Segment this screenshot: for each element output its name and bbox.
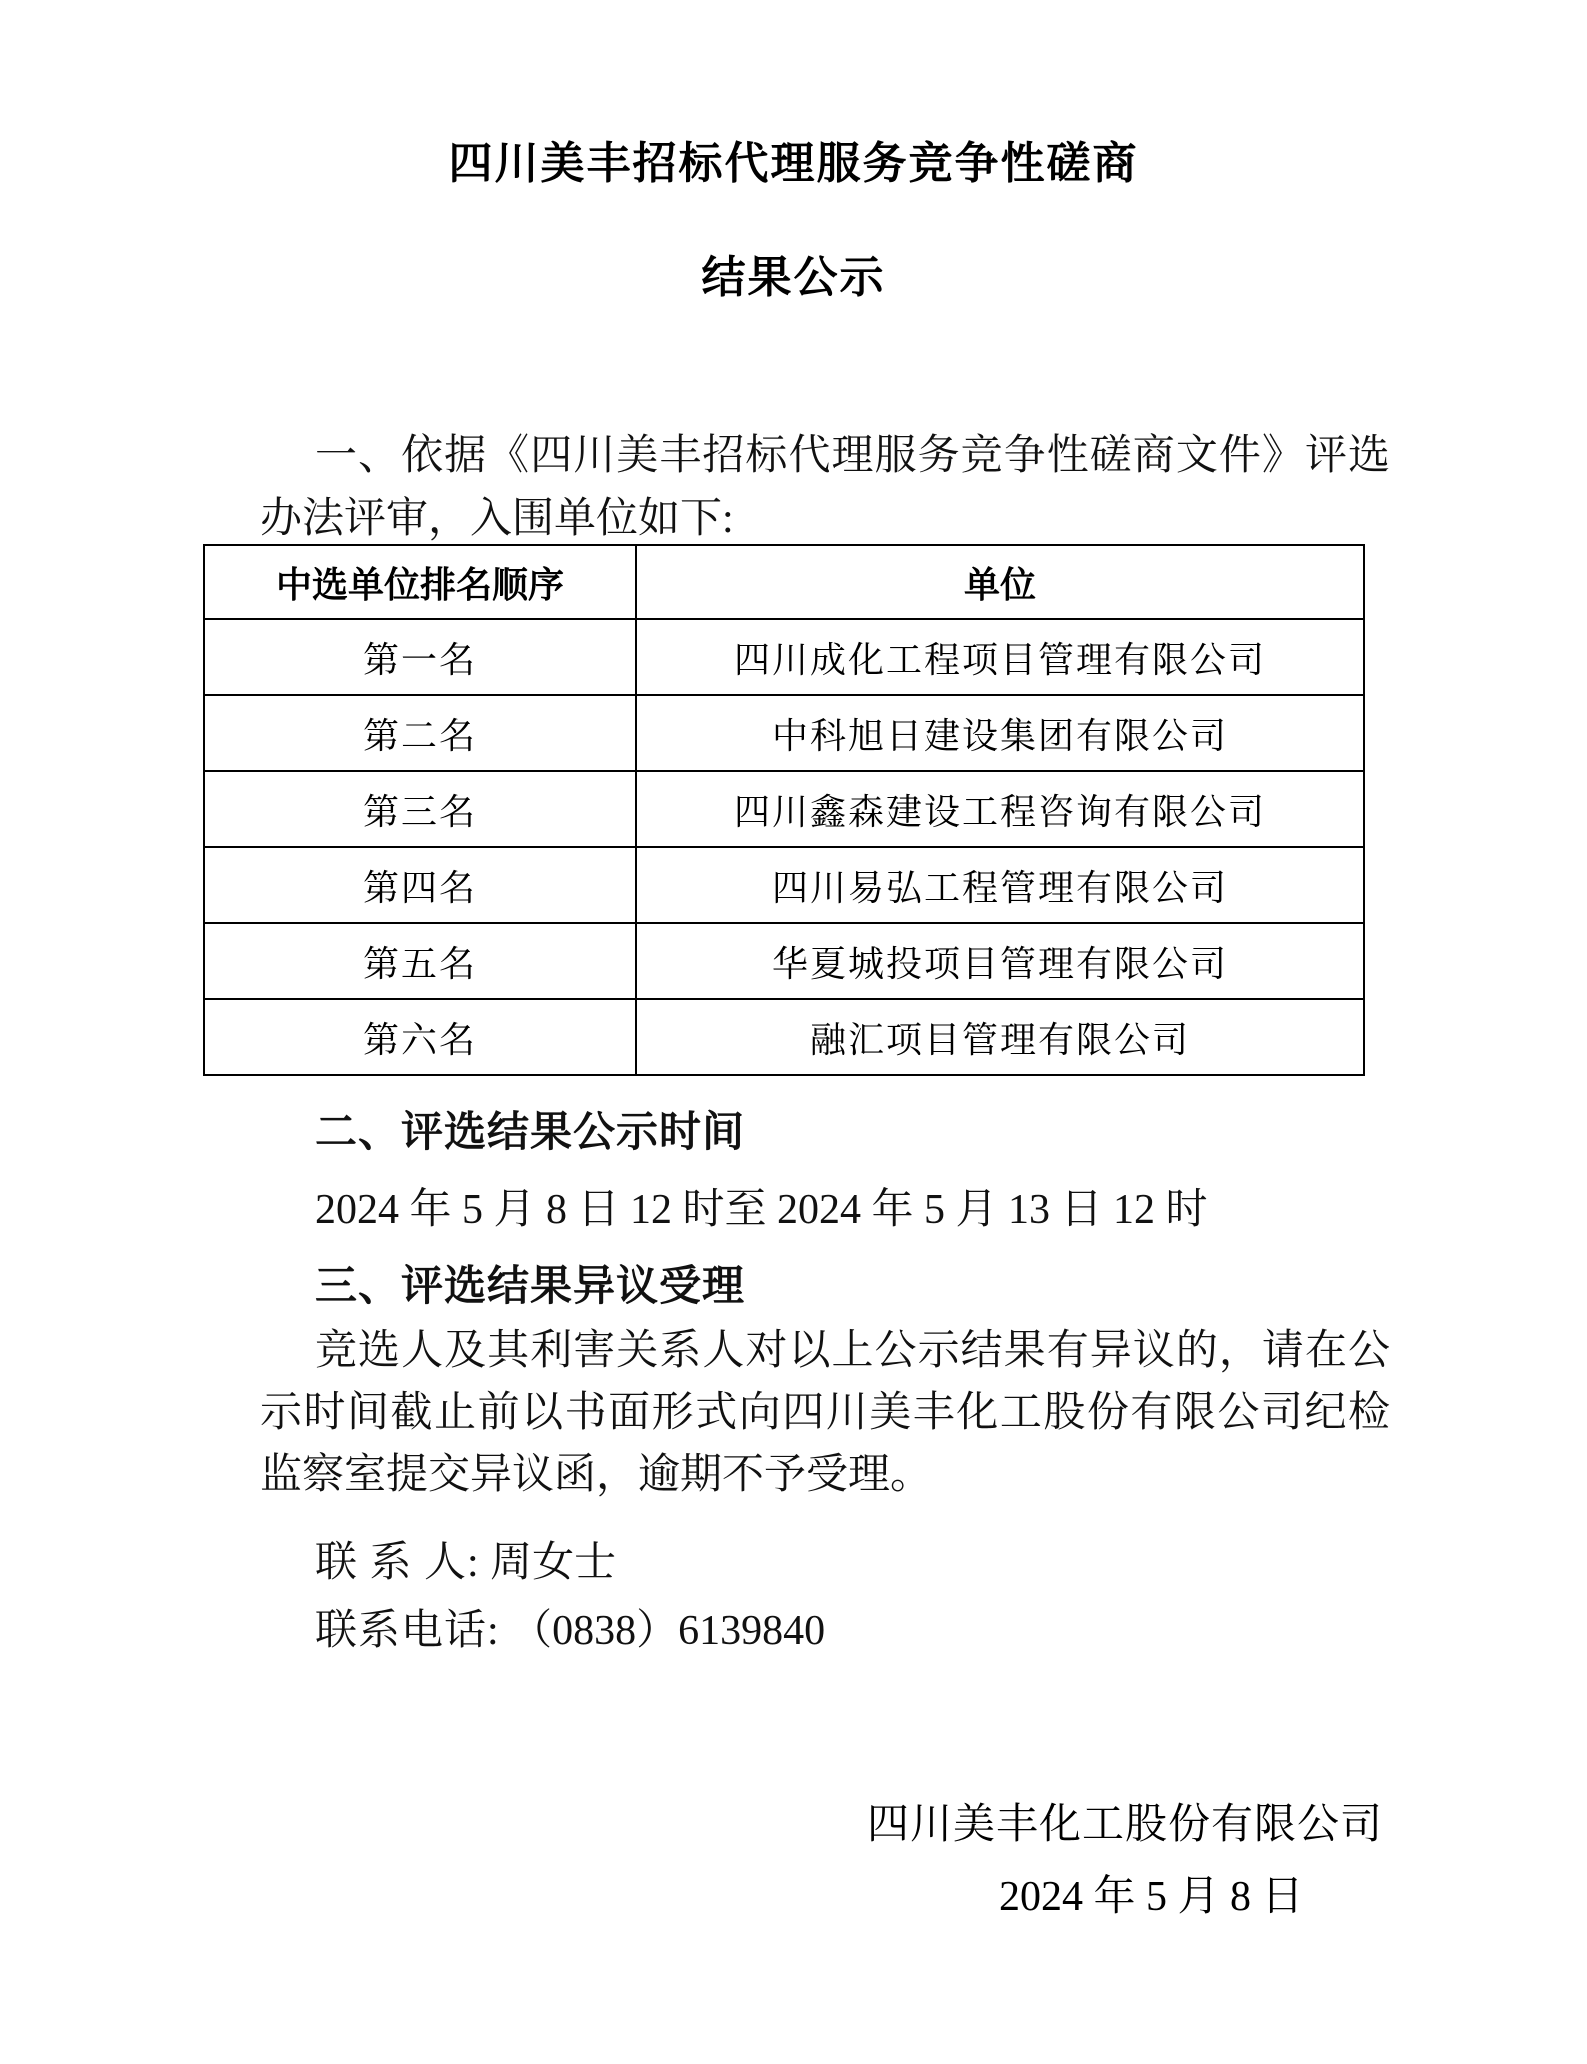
table-header-rank: 中选单位排名顺序 (204, 545, 636, 619)
signature-date: 2024 年 5 月 8 日 (999, 1874, 1304, 1920)
section1-paragraph: 一、依据《四川美丰招标代理服务竞争性磋商文件》评选办法评审，入围单位如下: (260, 433, 1390, 542)
unit-cell: 融汇项目管理有限公司 (636, 999, 1364, 1075)
contact-phone-value: （0838）6139840 (510, 1608, 826, 1654)
table-row (204, 923, 1364, 999)
rank-cell: 第二名 (204, 695, 636, 771)
contact-person-value: 周女士 (490, 1540, 617, 1586)
table-row (204, 695, 1364, 771)
unit-cell: 四川鑫森建设工程咨询有限公司 (636, 771, 1364, 847)
table-row (204, 999, 1364, 1075)
table-row (204, 771, 1364, 847)
rank-cell: 第四名 (204, 847, 636, 923)
unit-cell: 中科旭日建设集团有限公司 (636, 695, 1364, 771)
results-table (203, 544, 1365, 1076)
table-header-unit: 单位 (636, 545, 1364, 619)
publicity-period-text: 2024 年 5 月 8 日 12 时至 2024 年 5 月 13 日 12 时 (315, 1187, 1208, 1233)
section2-heading: 二、评选结果公示时间 (315, 1110, 746, 1156)
table-row (204, 619, 1364, 695)
objection-paragraph: 竞选人及其利害关系人对以上公示结果有异议的，请在公示时间截止前以书面形式向四川美丰化工股份有限公司纪检监察室提交异议函，逾期不予受理。 (260, 1328, 1390, 1498)
rank-cell: 第五名 (204, 923, 636, 999)
unit-cell: 四川成化工程项目管理有限公司 (636, 619, 1364, 695)
table-row (204, 847, 1364, 923)
contact-person-label: 联 系 人: (315, 1540, 480, 1586)
rank-cell: 第三名 (204, 771, 636, 847)
rank-cell: 第一名 (204, 619, 636, 695)
signature-company: 四川美丰化工股份有限公司 (867, 1802, 1384, 1848)
rank-cell: 第六名 (204, 999, 636, 1075)
contact-phone-line (315, 1606, 825, 1656)
unit-cell: 华夏城投项目管理有限公司 (636, 923, 1364, 999)
document-title: 四川美丰招标代理服务竞争性磋商 (448, 139, 1139, 188)
unit-cell: 四川易弘工程管理有限公司 (636, 847, 1364, 923)
section3-heading: 三、评选结果异议受理 (315, 1264, 746, 1310)
document-subtitle: 结果公示 (701, 253, 886, 302)
table-header-row (204, 545, 1364, 619)
contact-person-line (315, 1538, 616, 1588)
contact-phone-label: 联系电话: (315, 1608, 500, 1654)
